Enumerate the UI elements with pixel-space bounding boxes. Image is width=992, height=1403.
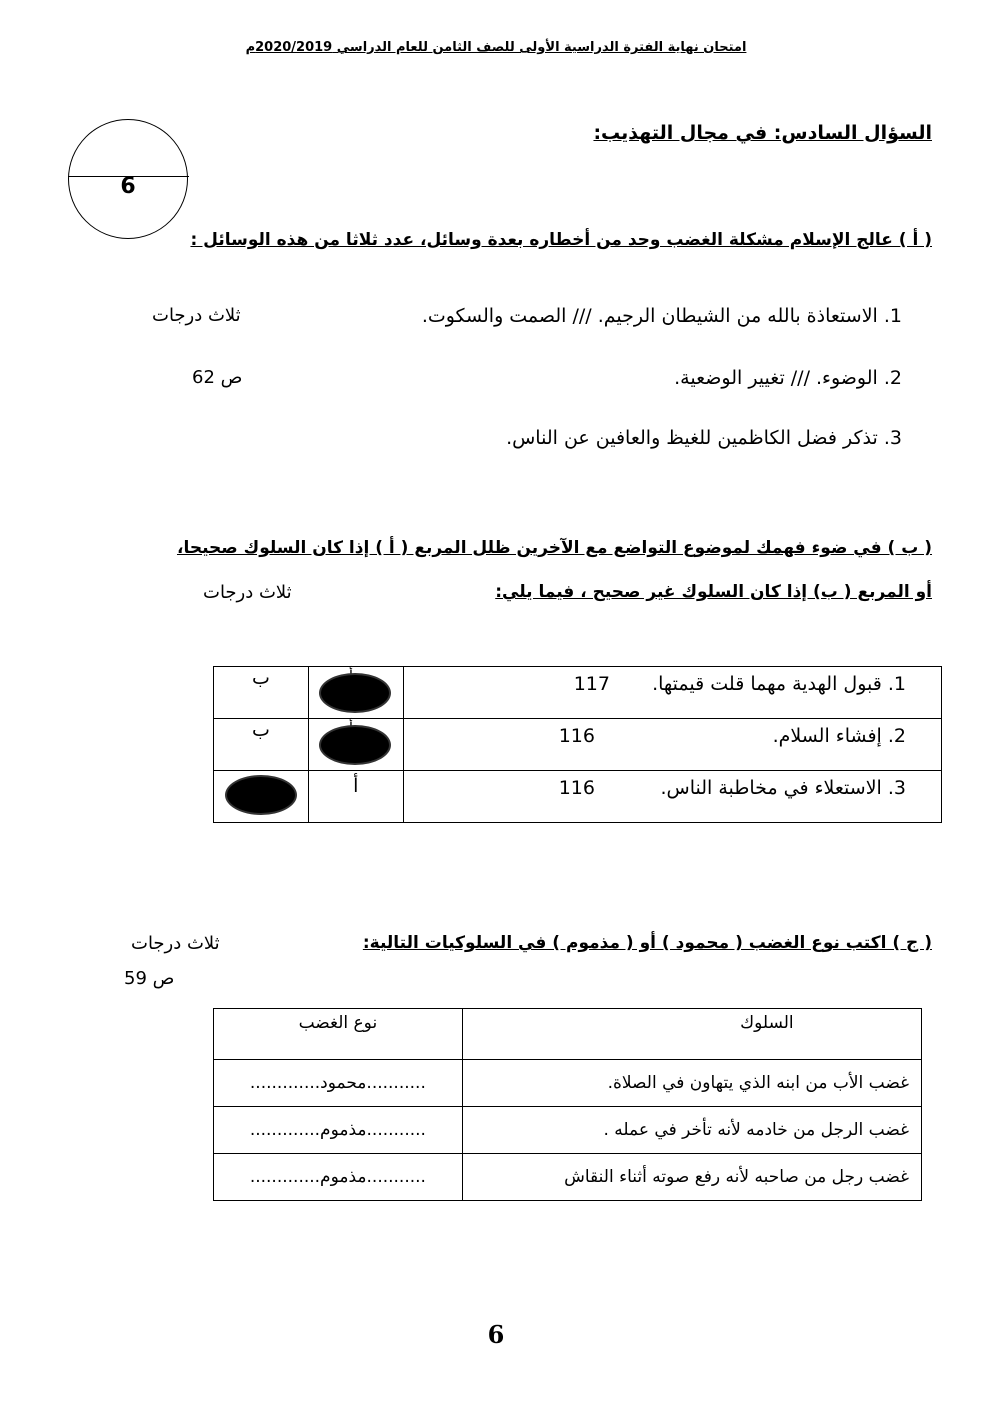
option-b-cell[interactable] (214, 667, 309, 719)
shaded-oval (319, 673, 391, 713)
table-row (214, 667, 942, 719)
table-row (214, 771, 942, 823)
part-b-table (213, 666, 942, 823)
exam-header: امتحان نهاية الفترة الدراسية الأولى للصف الثامن للعام الدراسي 2020/2019م (245, 40, 747, 55)
behavior-cell (403, 667, 941, 719)
behavior-text: 3. الاستعلاء في مخاطبة الناس. (660, 777, 906, 799)
option-a-cell[interactable] (308, 771, 403, 823)
option-b-label: ب (251, 667, 270, 689)
option-a-label: أ (353, 775, 359, 797)
page-number: 6 (487, 1320, 505, 1349)
behavior-cell: غضب الأب من ابنه الذي يتهاون في الصلاة. (462, 1060, 921, 1107)
anger-type-answer[interactable]: ...........مذموم............. (214, 1107, 463, 1154)
part-a-item-1: 1. الاستعاذة بالله من الشيطان الرجيم. /// الصمت والسكوت. (421, 305, 902, 327)
behavior-cell (403, 719, 941, 771)
col-header-type: نوع الغضب (214, 1009, 463, 1060)
behavior-cell (403, 771, 941, 823)
table-row (214, 719, 942, 771)
part-c-title: ( ج ) اكتب نوع الغضب ( محمود ) أو ( مذموم ) في السلوكيات التالية: (362, 933, 932, 953)
part-a-page-ref: ص 62 (192, 367, 243, 388)
part-b-title-line1: ( ب ) في ضوء فهمك لموضوع التواضع مع الآخرين ظلل المربع ( أ ) إذا كان السلوك صحيحا، (176, 538, 932, 558)
part-b-title-line2: أو المربع ( ب) إذا كان السلوك غير صحيح ، فيما يلي: (495, 582, 932, 602)
behavior-text: 1. قبول الهدية مهما قلت قيمتها. (652, 673, 906, 695)
part-a-item-3: 3. تذكر فضل الكاظمين للغيظ والعافين عن الناس. (506, 427, 902, 449)
behavior-cell: غضب الرجل من خادمه لأنه تأخر في عمله . (462, 1107, 921, 1154)
part-c-page-ref: ص 59 (124, 968, 175, 989)
table-row (214, 1107, 922, 1154)
part-c-grade-note: ثلاث درجات (131, 933, 220, 954)
option-b-cell[interactable] (214, 719, 309, 771)
anger-type-answer[interactable]: ...........مذموم............. (214, 1154, 463, 1201)
part-a-item-2: 2. الوضوء. /// تغيير الوضعية. (674, 367, 902, 389)
shaded-oval (319, 725, 391, 765)
part-c-table (213, 1008, 922, 1201)
score-badge: 6 (120, 174, 136, 199)
page-ref: 116 (558, 725, 595, 747)
shaded-oval (225, 775, 297, 815)
table-header-row (214, 1009, 922, 1060)
option-a-cell[interactable] (308, 719, 403, 771)
table-row (214, 1060, 922, 1107)
anger-type-answer[interactable]: ...........محمود............. (214, 1060, 463, 1107)
part-a-title: ( أ ) عالج الإسلام مشكلة الغضب وحد من أخطاره بعدة وسائل، عدد ثلاثا من هذه الوسائل : (190, 230, 932, 250)
behavior-cell: غضب رجل من صاحبه لأنه رفع صوته أثناء النقاش (462, 1154, 921, 1201)
page-ref: 117 (573, 673, 610, 695)
question-title: السؤال السادس: في مجال التهذيب: (593, 122, 932, 144)
option-b-cell[interactable] (214, 771, 309, 823)
option-a-cell[interactable] (308, 667, 403, 719)
option-b-label: ب (251, 719, 270, 741)
part-b-grade-note: ثلاث درجات (203, 582, 292, 603)
col-header-behavior: السلوك (462, 1009, 921, 1060)
page-ref: 116 (558, 777, 595, 799)
table-row (214, 1154, 922, 1201)
part-a-grade-note: ثلاث درجات (152, 305, 241, 326)
behavior-text: 2. إفشاء السلام. (772, 725, 906, 747)
